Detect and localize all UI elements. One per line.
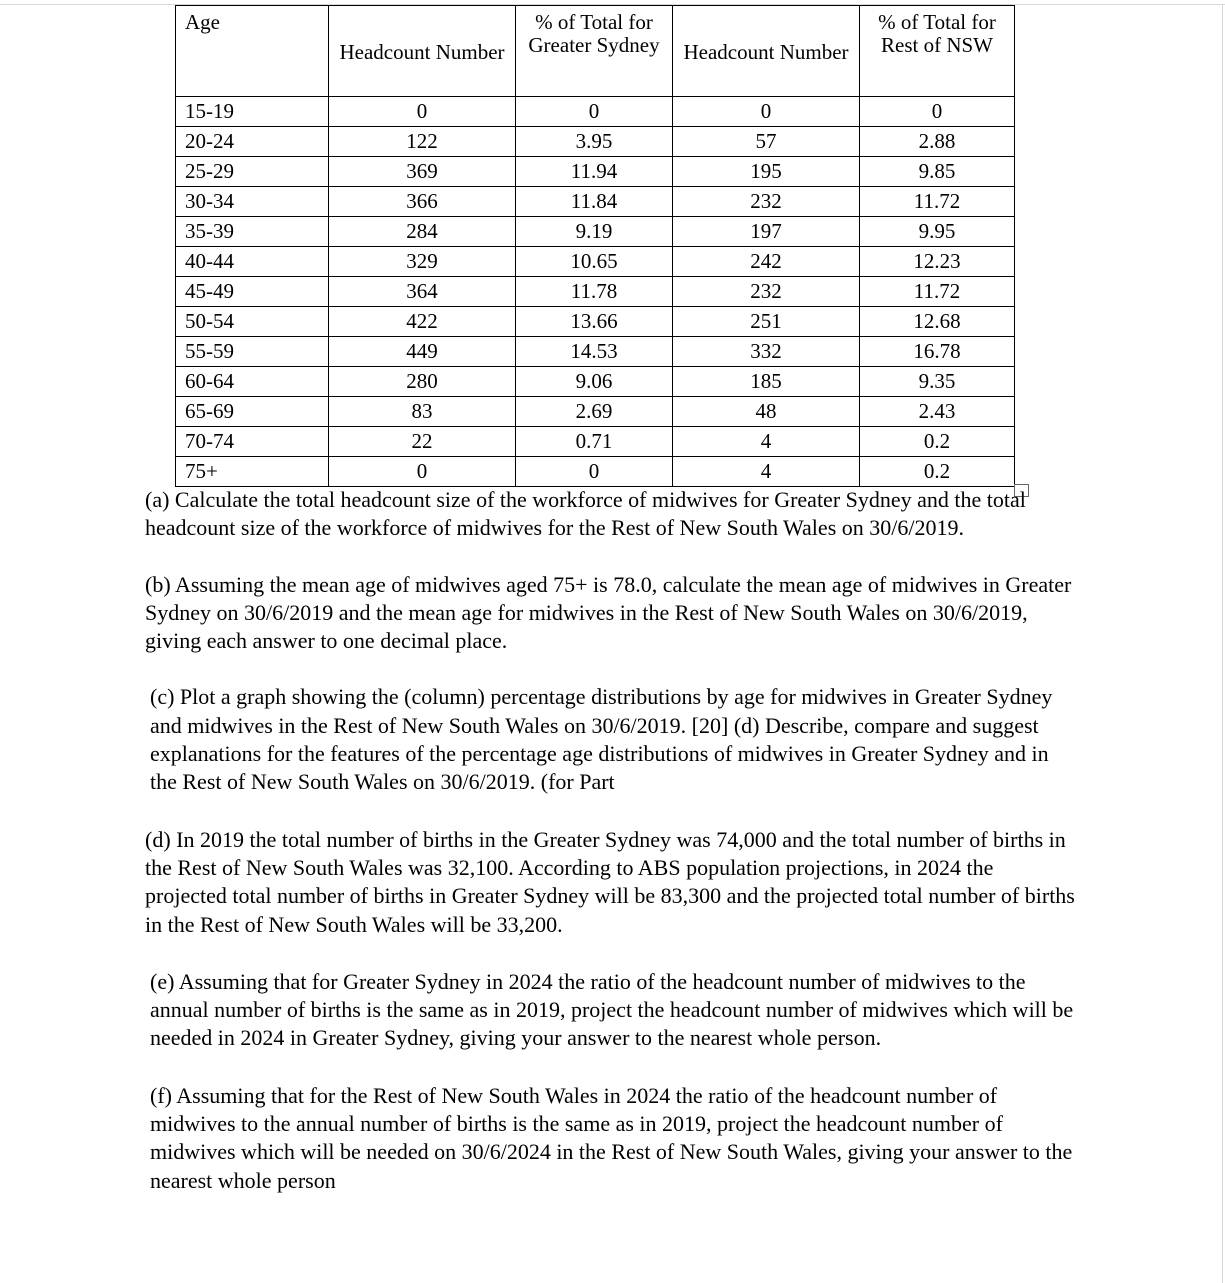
page-right-border: [1222, 4, 1223, 1283]
header-pct-sydney: % of Total for Greater Sydney: [516, 6, 673, 97]
cell-headcount-nsw: 4: [673, 427, 860, 457]
table-row: [176, 457, 1015, 487]
cell-headcount-sydney: 284: [329, 217, 516, 247]
cell-pct-nsw: 16.78: [860, 337, 1015, 367]
table-row: [176, 217, 1015, 247]
cell-headcount-sydney: 22: [329, 427, 516, 457]
table-row: [176, 427, 1015, 457]
question-f: (f) Assuming that for the Rest of New South Wales in 2024 the ratio of the headcount number of midwives to the annual number of births is the same as in 2019, project the headcount number of midwives which will be needed on 30/6/2024 in the Rest of New South Wales, giving your answer to the nearest whole person: [150, 1082, 1073, 1193]
table-body: [176, 97, 1015, 487]
cell-pct-nsw: 2.88: [860, 127, 1015, 157]
cell-headcount-nsw: 48: [673, 397, 860, 427]
cell-pct-sydney: 10.65: [516, 247, 673, 277]
table-header-row: [176, 6, 1015, 97]
table-row: [176, 247, 1015, 277]
cell-age: 25-29: [176, 157, 329, 187]
cell-pct-sydney: 14.53: [516, 337, 673, 367]
table-row: [176, 157, 1015, 187]
cell-pct-nsw: 12.68: [860, 307, 1015, 337]
table-row: [176, 187, 1015, 217]
cell-age: 75+: [176, 457, 329, 487]
question-a: (a) Calculate the total headcount size of the workforce of midwives for Greater Sydney and the total headcount size of the workforce of midwives for the Rest of New South Wales on 30/6/2019.: [145, 487, 1026, 541]
cell-headcount-nsw: 232: [673, 277, 860, 307]
table-row: [176, 307, 1015, 337]
cell-age: 35-39: [176, 217, 329, 247]
cell-headcount-sydney: 0: [329, 97, 516, 127]
cell-pct-nsw: 0: [860, 97, 1015, 127]
question-e: (e) Assuming that for Greater Sydney in 2024 the ratio of the headcount number of midwives to the annual number of births is the same as in 2019, project the headcount number of midwives which will be needed in 2024 in Greater Sydney, giving your answer to the nearest whole person.: [150, 968, 1074, 1051]
cell-pct-nsw: 9.85: [860, 157, 1015, 187]
question-list: [145, 486, 1080, 1195]
cell-headcount-nsw: 232: [673, 187, 860, 217]
cell-pct-nsw: 2.43: [860, 397, 1015, 427]
cell-headcount-nsw: 195: [673, 157, 860, 187]
cell-pct-nsw: 0.2: [860, 457, 1015, 487]
cell-headcount-sydney: 83: [329, 397, 516, 427]
cell-age: 60-64: [176, 367, 329, 397]
cell-headcount-sydney: 422: [329, 307, 516, 337]
cell-headcount-nsw: 251: [673, 307, 860, 337]
cell-pct-nsw: 11.72: [860, 187, 1015, 217]
cell-pct-sydney: 11.84: [516, 187, 673, 217]
table-row: [176, 97, 1015, 127]
question-c: (c) Plot a graph showing the (column) percentage distributions by age for midwives in Greater Sydney and midwives in the Rest of New South Wales on 30/6/2019. [20] (d) Describe, compare and suggest explanations for the features of the percentage age distributions of midwives in Greater Sydney and in the Rest of New South Wales on 30/6/2019. (for Part: [150, 684, 1053, 795]
cell-age: 65-69: [176, 397, 329, 427]
cell-headcount-sydney: 0: [329, 457, 516, 487]
cell-pct-sydney: 9.19: [516, 217, 673, 247]
cell-age: 50-54: [176, 307, 329, 337]
cell-headcount-sydney: 329: [329, 247, 516, 277]
midwives-age-table: [175, 5, 1015, 487]
cell-pct-sydney: 11.78: [516, 277, 673, 307]
cell-headcount-sydney: 366: [329, 187, 516, 217]
cell-headcount-nsw: 0: [673, 97, 860, 127]
table-row: [176, 127, 1015, 157]
cell-headcount-nsw: 4: [673, 457, 860, 487]
cell-pct-nsw: 11.72: [860, 277, 1015, 307]
cell-pct-sydney: 0: [516, 97, 673, 127]
cell-age: 30-34: [176, 187, 329, 217]
cell-headcount-sydney: 280: [329, 367, 516, 397]
table-row: [176, 397, 1015, 427]
cell-pct-sydney: 13.66: [516, 307, 673, 337]
cell-age: 55-59: [176, 337, 329, 367]
table-row: [176, 367, 1015, 397]
cell-pct-sydney: 3.95: [516, 127, 673, 157]
cell-headcount-nsw: 197: [673, 217, 860, 247]
cell-age: 70-74: [176, 427, 329, 457]
cell-headcount-nsw: 242: [673, 247, 860, 277]
cell-headcount-sydney: 364: [329, 277, 516, 307]
cell-age: 45-49: [176, 277, 329, 307]
table-row: [176, 337, 1015, 367]
header-headcount-nsw: Headcount Number: [673, 6, 860, 97]
cell-pct-nsw: 0.2: [860, 427, 1015, 457]
cell-pct-sydney: 9.06: [516, 367, 673, 397]
cell-headcount-nsw: 185: [673, 367, 860, 397]
question-d: (d) In 2019 the total number of births in the Greater Sydney was 74,000 and the total number of births in the Rest of New South Wales was 32,100. According to ABS population projections, in 2024 the projected total number of births in Greater Sydney will be 83,300 and the projected total number of births in the Rest of New South Wales will be 33,200.: [145, 826, 1075, 937]
header-headcount-sydney: Headcount Number: [329, 6, 516, 97]
header-pct-nsw: % of Total for Rest of NSW: [860, 6, 1015, 97]
cell-headcount-sydney: 449: [329, 337, 516, 367]
header-age: Age: [176, 6, 329, 97]
cell-age: 15-19: [176, 97, 329, 127]
cell-headcount-sydney: 369: [329, 157, 516, 187]
cell-pct-nsw: 9.35: [860, 367, 1015, 397]
cell-age: 40-44: [176, 247, 329, 277]
question-b: (b) Assuming the mean age of midwives aged 75+ is 78.0, calculate the mean age of midwives in Greater Sydney on 30/6/2019 and the mean age for midwives in the Rest of New South Wales on 30/6/2019, giving each answer to one decimal place.: [145, 571, 1072, 654]
cell-age: 20-24: [176, 127, 329, 157]
cell-pct-nsw: 12.23: [860, 247, 1015, 277]
cell-pct-sydney: 0.71: [516, 427, 673, 457]
cell-headcount-nsw: 57: [673, 127, 860, 157]
cell-pct-sydney: 11.94: [516, 157, 673, 187]
cell-pct-sydney: 2.69: [516, 397, 673, 427]
table-row: [176, 277, 1015, 307]
cell-headcount-nsw: 332: [673, 337, 860, 367]
cell-pct-sydney: 0: [516, 457, 673, 487]
cell-pct-nsw: 9.95: [860, 217, 1015, 247]
cell-headcount-sydney: 122: [329, 127, 516, 157]
